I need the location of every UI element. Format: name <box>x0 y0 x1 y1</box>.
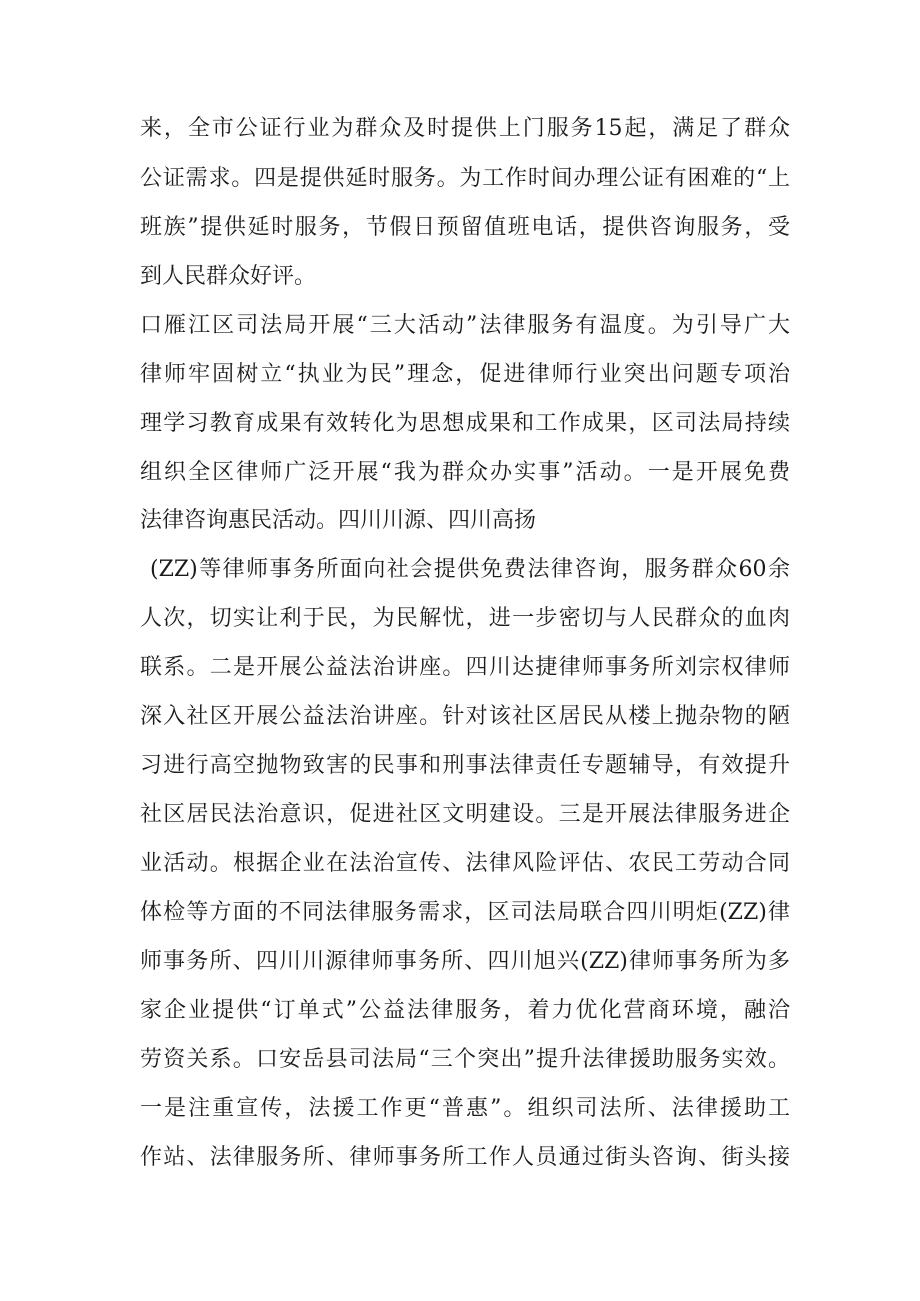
text-line: 习进行高空抛物致害的民事和刑事法律责任专题辅导，有效提升 <box>140 753 790 778</box>
text-line: 深入社区开展公益法治讲座。针对该社区居民从楼上抛杂物的陋 <box>140 704 790 729</box>
text-line: 法律咨询惠民活动。四川川源、四川高扬 <box>140 508 537 533</box>
text-line: 社区居民法治意识，促进社区文明建设。三是开展法律服务进企 <box>140 802 790 827</box>
text-line: 业活动。根据企业在法治宣传、法律风险评估、农民工劳动合同 <box>140 851 790 876</box>
text-line: 人次，切实让利于民，为民解忧，进一步密切与人民群众的血肉 <box>140 606 790 631</box>
text-line: 理学习教育成果有效转化为思想成果和工作成果，区司法局持续 <box>140 411 790 436</box>
text-line: 家企业提供“订单式”公益法律服务，着力优化营商环境，融洽 <box>140 998 790 1023</box>
text-line: (ZZ)等律师事务所面向社会提供免费法律咨询，服务群众60余 <box>150 557 790 582</box>
text-line: 公证需求。四是提供延时服务。为工作时间办理公证有困难的“上 <box>140 166 790 191</box>
text-line: 律师牢固树立“执业为民”理念，促进律师行业突出问题专项治 <box>140 362 790 387</box>
text-line: 组织全区律师广泛开展“我为群众办实事”活动。一是开展免费 <box>140 460 790 485</box>
text-line: 作站、法律服务所、律师事务所工作人员通过街头咨询、街头接 <box>140 1145 790 1170</box>
text-line: 班族”提供延时服务，节假日预留值班电话，提供咨询服务，受 <box>140 215 790 240</box>
text-line: 劳资关系。口安岳县司法局“三个突出”提升法律援助服务实效。 <box>140 1047 790 1072</box>
text-line: 到人民群众好评。 <box>140 264 317 289</box>
text-line: 口雁江区司法局开展“三大活动”法律服务有温度。为引导广大 <box>140 313 790 338</box>
text-line: 一是注重宣传，法援工作更“普惠”。组织司法所、法律援助工 <box>140 1096 790 1121</box>
text-line: 来，全市公证行业为群众及时提供上门服务15起，满足了群众 <box>140 116 790 141</box>
text-line: 联系。二是开展公益法治讲座。四川达捷律师事务所刘宗权律师 <box>140 655 790 680</box>
text-line: 师事务所、四川川源律师事务所、四川旭兴(ZZ)律师事务所为多 <box>140 949 790 974</box>
text-line: 体检等方面的不同法律服务需求，区司法局联合四川明炬(ZZ)律 <box>140 900 790 925</box>
